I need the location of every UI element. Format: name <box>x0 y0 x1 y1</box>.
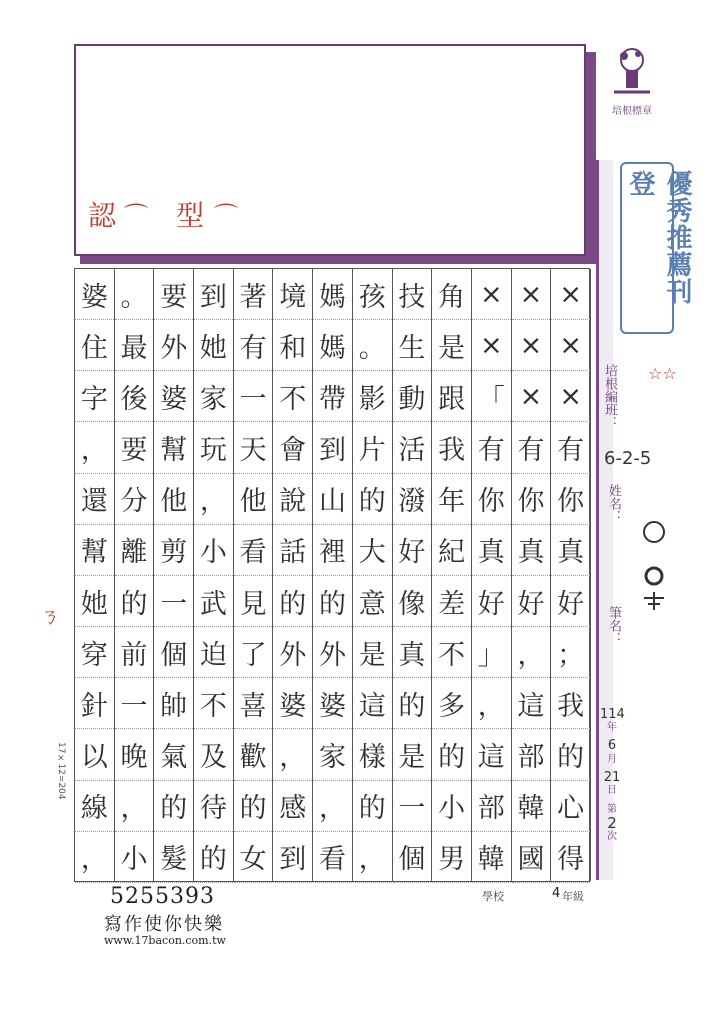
name-signature <box>640 518 670 618</box>
grid-cell: 外 <box>273 627 312 678</box>
grid-cell: 孩 <box>353 269 392 320</box>
times-value: 2 <box>607 813 617 832</box>
grid-cell: 。 <box>115 269 154 320</box>
grid-cell: 有 <box>512 423 551 474</box>
grid-cell: 意 <box>353 576 392 627</box>
grid-column <box>551 269 591 881</box>
grid-column <box>313 269 353 881</box>
grid-cell: 樣 <box>353 730 392 781</box>
writing-grid <box>74 268 590 882</box>
bracket-open-right: ⌒ <box>214 202 238 230</box>
grid-cell: 不 <box>432 627 471 678</box>
grid-cell: 影 <box>353 371 392 422</box>
grid-cell: ， <box>75 832 114 883</box>
grid-cell: 針 <box>75 678 114 729</box>
grid-column <box>273 269 313 881</box>
grid-cell: 動 <box>393 371 432 422</box>
grid-cell: ， <box>472 678 511 729</box>
grid-cell: ， <box>353 832 392 883</box>
grid-cell: 的 <box>194 832 233 883</box>
grid-cell: 好 <box>393 525 432 576</box>
grid-cell: 山 <box>313 474 352 525</box>
grid-cell: 會 <box>273 423 312 474</box>
grid-cell: 媽 <box>313 269 352 320</box>
grid-cell: 不 <box>194 678 233 729</box>
grid-cell: 的 <box>432 730 471 781</box>
grid-cell: × <box>512 269 551 320</box>
comment-char-left: 認 <box>88 199 117 232</box>
star-mark-icon: ☆☆ <box>648 364 677 383</box>
grid-cell: 媽 <box>313 320 352 371</box>
class-value: 6-2-5 <box>604 448 652 469</box>
grid-cell: 好 <box>512 576 551 627</box>
grid-cell: 玩 <box>194 423 233 474</box>
grid-cell: 個 <box>154 627 193 678</box>
tree-mascot-icon <box>604 46 660 98</box>
grid-cell: 家 <box>194 371 233 422</box>
grid-cell: 前 <box>115 627 154 678</box>
grid-cell: 部 <box>512 730 551 781</box>
grid-cell: 帥 <box>154 678 193 729</box>
grid-cell: 的 <box>353 474 392 525</box>
grid-column <box>154 269 194 881</box>
grid-cell: 氣 <box>154 730 193 781</box>
grid-column <box>353 269 393 881</box>
recommend-stamp <box>620 162 692 334</box>
grid-cell: 裡 <box>313 525 352 576</box>
grid-cell: 真 <box>472 525 511 576</box>
grid-cell: × <box>512 320 551 371</box>
grid-cell: 還 <box>75 474 114 525</box>
grid-cell: 的 <box>393 678 432 729</box>
bracket-open-left: ⌒ <box>124 202 148 230</box>
grid-cell: ， <box>512 627 551 678</box>
grid-cell: 的 <box>273 576 312 627</box>
date-day: 21 <box>603 769 621 785</box>
grid-cell: 國 <box>512 832 551 883</box>
grid-cell: 韓 <box>472 832 511 883</box>
grid-column <box>393 269 433 881</box>
grid-cell: 不 <box>273 371 312 422</box>
grid-cell: 外 <box>154 320 193 371</box>
grid-cell: × <box>472 269 511 320</box>
grid-cell: 髮 <box>154 832 193 883</box>
grid-cell: 差 <box>432 576 471 627</box>
bacon-badge <box>604 46 660 116</box>
grid-cell: 一 <box>234 371 273 422</box>
grid-cell: 好 <box>551 576 590 627</box>
grid-cell: 及 <box>194 730 233 781</box>
grid-cell: 多 <box>432 678 471 729</box>
grid-cell: 到 <box>273 832 312 883</box>
grid-cell: 著 <box>234 269 273 320</box>
grid-cell: 住 <box>75 320 114 371</box>
grid-cell: 到 <box>194 269 233 320</box>
times-prefix: 第 <box>607 803 617 815</box>
grid-cell: 部 <box>472 781 511 832</box>
school-label: 學校 <box>482 890 504 903</box>
grid-cell: 境 <box>273 269 312 320</box>
footer-url: www.17bacon.com.tw <box>104 934 226 947</box>
grid-cell: 家 <box>313 730 352 781</box>
grid-cell: 角 <box>432 269 471 320</box>
grid-cell: 歡 <box>234 730 273 781</box>
grid-cell: 一 <box>393 781 432 832</box>
grid-cell: × <box>551 269 590 320</box>
footer-slogan: 寫作使你快樂 <box>104 914 224 935</box>
grid-cell: × <box>551 320 590 371</box>
grid-column <box>234 269 274 881</box>
grid-cell: 的 <box>154 781 193 832</box>
grid-cell: 得 <box>551 832 590 883</box>
grid-cell: ， <box>75 423 114 474</box>
grid-cell: 婆 <box>313 678 352 729</box>
grid-cell: 感 <box>273 781 312 832</box>
grid-column <box>194 269 234 881</box>
grid-column <box>115 269 155 881</box>
grid-cell: 大 <box>353 525 392 576</box>
grid-cell: 她 <box>75 576 114 627</box>
grid-cell: 幫 <box>154 423 193 474</box>
grid-cell: 有 <box>234 320 273 371</box>
grid-cell: 穿 <box>75 627 114 678</box>
grid-cell: 最 <box>115 320 154 371</box>
grid-cell: 這 <box>472 730 511 781</box>
grid-cell: 待 <box>194 781 233 832</box>
grid-cell: × <box>512 371 551 422</box>
grid-cell: 了 <box>234 627 273 678</box>
grid-cell: 婆 <box>154 371 193 422</box>
grid-cell: 後 <box>115 371 154 422</box>
grid-cell: 好 <box>472 576 511 627</box>
grid-cell: 的 <box>115 576 154 627</box>
footer-number: 5255393 <box>110 884 215 909</box>
grid-cell: 帶 <box>313 371 352 422</box>
grid-cell: 外 <box>313 627 352 678</box>
grid-size-note: 17×12=204 <box>56 742 66 800</box>
grid-cell: 話 <box>273 525 312 576</box>
grid-cell: 技 <box>393 269 432 320</box>
grid-cell: 是 <box>432 320 471 371</box>
recommend-label: 優秀推薦刊登 <box>625 170 692 305</box>
grid-cell: ， <box>273 730 312 781</box>
grid-cell: 的 <box>353 781 392 832</box>
grid-cell: 幫 <box>75 525 114 576</box>
grid-cell: 小 <box>432 781 471 832</box>
grid-cell: 小 <box>115 832 154 883</box>
badge-label: 培根標章 <box>612 106 652 117</box>
grid-cell: 見 <box>234 576 273 627</box>
comment-char-right: 型 <box>176 199 205 232</box>
grid-cell: 一 <box>115 678 154 729</box>
grid-cell: 這 <box>353 678 392 729</box>
grid-cell: 片 <box>353 423 392 474</box>
grid-cell: 婆 <box>75 269 114 320</box>
grid-cell: 婆 <box>273 678 312 729</box>
signature-drawing-icon <box>640 518 670 618</box>
grid-cell: 」 <box>472 627 511 678</box>
grid-cell: 他 <box>154 474 193 525</box>
grid-cell: 真 <box>551 525 590 576</box>
grid-cell: 生 <box>393 320 432 371</box>
day-unit: 日 <box>607 784 617 796</box>
grade-label: 年級 <box>562 890 584 903</box>
grid-cell: 晚 <box>115 730 154 781</box>
grid-cell: 真 <box>393 627 432 678</box>
grid-cell: 有 <box>551 423 590 474</box>
year-unit: 年 <box>607 722 617 734</box>
grid-column <box>512 269 552 881</box>
date-month: 6 <box>607 738 617 754</box>
grid-cell: 你 <box>512 474 551 525</box>
date-year: 114 <box>600 707 625 722</box>
grid-cell: 到 <box>313 423 352 474</box>
grid-cell: 韓 <box>512 781 551 832</box>
grid-cell: 像 <box>393 576 432 627</box>
grid-cell: 字 <box>75 371 114 422</box>
grid-cell: 看 <box>313 832 352 883</box>
grid-cell: 喜 <box>234 678 273 729</box>
grid-cell: ， <box>115 781 154 832</box>
grid-cell: ； <box>551 627 590 678</box>
teacher-comment-box <box>74 44 586 256</box>
grid-cell: 小 <box>194 525 233 576</box>
grid-cell: 有 <box>472 423 511 474</box>
grid-cell: 年 <box>432 474 471 525</box>
grid-cell: 個 <box>393 832 432 883</box>
grid-cell: 線 <box>75 781 114 832</box>
grid-column <box>472 269 512 881</box>
grid-cell: 紀 <box>432 525 471 576</box>
grid-cell: 我 <box>432 423 471 474</box>
grid-cell: 分 <box>115 474 154 525</box>
grid-cell: 潑 <box>393 474 432 525</box>
grid-cell: 這 <box>512 678 551 729</box>
grid-cell: 跟 <box>432 371 471 422</box>
grid-cell: 武 <box>194 576 233 627</box>
grid-cell: × <box>551 371 590 422</box>
margin-mark: ㄋ <box>40 604 60 628</box>
grid-cell: 是 <box>353 627 392 678</box>
month-unit: 月 <box>607 753 617 765</box>
grid-cell: 你 <box>472 474 511 525</box>
grid-cell: 以 <box>75 730 114 781</box>
grid-cell: 真 <box>512 525 551 576</box>
date-block <box>600 708 624 842</box>
grid-cell: ， <box>194 474 233 525</box>
grid-cell: 。 <box>353 320 392 371</box>
penname-label: 筆名： <box>606 606 621 645</box>
grid-cell: 的 <box>551 730 590 781</box>
grid-cell: 一 <box>154 576 193 627</box>
grid-cell: 男 <box>432 832 471 883</box>
grid-cell: 你 <box>551 474 590 525</box>
grid-cell: 剪 <box>154 525 193 576</box>
grid-cell: 要 <box>115 423 154 474</box>
name-label: 姓名： <box>606 484 621 523</box>
grid-cell: 她 <box>194 320 233 371</box>
grid-cell: 說 <box>273 474 312 525</box>
grid-cell: 迫 <box>194 627 233 678</box>
grid-cell: 活 <box>393 423 432 474</box>
grid-cell: × <box>472 320 511 371</box>
grid-cell: 心 <box>551 781 590 832</box>
grid-cell: 要 <box>154 269 193 320</box>
grid-cell: 「 <box>472 371 511 422</box>
grid-cell: 天 <box>234 423 273 474</box>
grid-column <box>432 269 472 881</box>
grid-cell: 我 <box>551 678 590 729</box>
grade-value: 4 <box>552 886 561 901</box>
grid-cell: 離 <box>115 525 154 576</box>
grid-cell: 的 <box>313 576 352 627</box>
grid-cell: 和 <box>273 320 312 371</box>
grid-cell: 女 <box>234 832 273 883</box>
grid-cell: 看 <box>234 525 273 576</box>
grid-column <box>75 269 115 881</box>
times-unit: 次 <box>607 831 617 843</box>
grid-cell: 的 <box>234 781 273 832</box>
class-label: 培根編班： <box>602 364 617 429</box>
grid-cell: 是 <box>393 730 432 781</box>
grid-cell: ， <box>313 781 352 832</box>
grid-cell: 他 <box>234 474 273 525</box>
